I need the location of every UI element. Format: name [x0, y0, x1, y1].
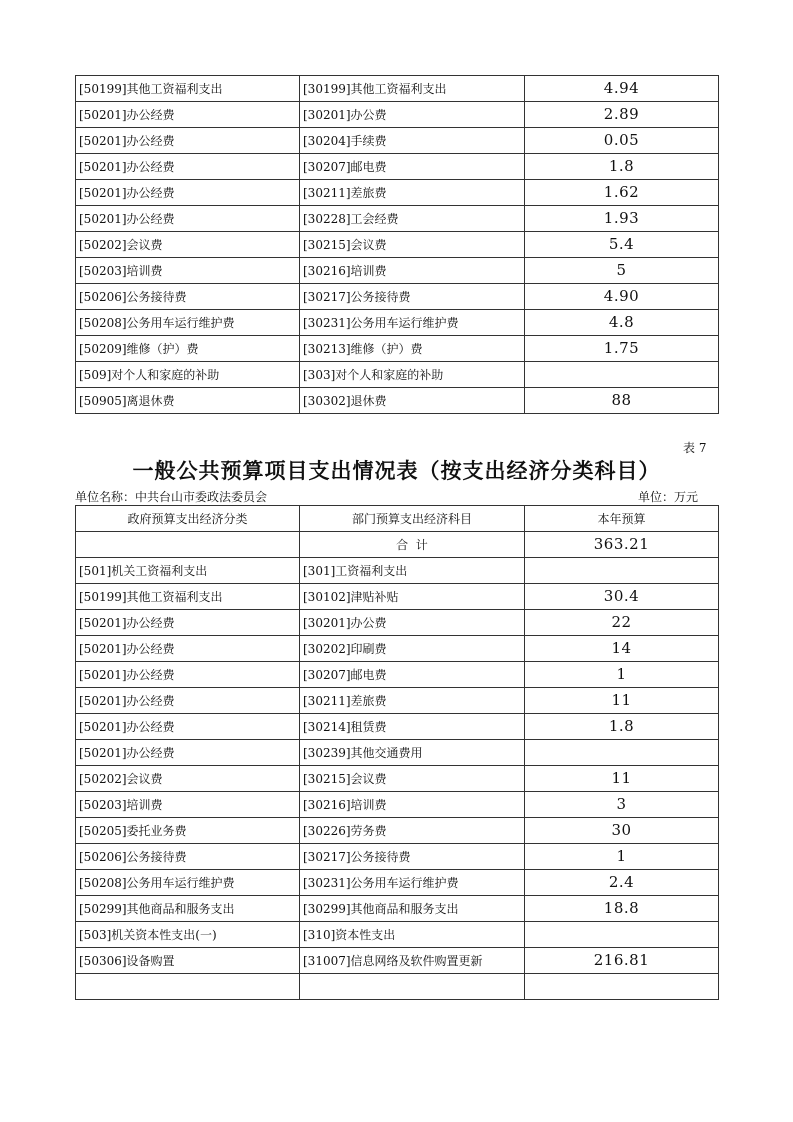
header-gov-category: 政府预算支出经济分类: [76, 506, 300, 532]
gov-category-cell: [501]机关工资福利支出: [76, 558, 300, 584]
gov-category-cell: [50201]办公经费: [76, 740, 300, 766]
gov-category-cell: [50201]办公经费: [76, 662, 300, 688]
table-row: [76, 258, 719, 284]
amount-cell: 5.4: [525, 232, 719, 258]
table-row: [76, 232, 719, 258]
gov-category-cell: [50206]公务接待费: [76, 284, 300, 310]
gov-category-cell: [50199]其他工资福利支出: [76, 76, 300, 102]
amount-cell: 4.94: [525, 76, 719, 102]
dept-category-cell: [30216]培训费: [300, 792, 525, 818]
table-row: [76, 636, 719, 662]
table-number-label: 表 7: [683, 441, 707, 455]
amount-cell: 22: [525, 610, 719, 636]
amount-cell: 1.75: [525, 336, 719, 362]
dept-category-cell: [30217]公务接待费: [300, 284, 525, 310]
gov-category-cell: [50203]培训费: [76, 258, 300, 284]
dept-category-cell: [30239]其他交通费用: [300, 740, 525, 766]
dept-category-cell: [30302]退休费: [300, 388, 525, 414]
table-row: [76, 584, 719, 610]
dept-category-cell: [30213]维修（护）费: [300, 336, 525, 362]
table-row: [76, 974, 719, 1000]
dept-category-cell: [30231]公务用车运行维护费: [300, 870, 525, 896]
dept-category-cell: [300, 974, 525, 1000]
table-row: [76, 922, 719, 948]
dept-category-cell: [30211]差旅费: [300, 180, 525, 206]
dept-category-cell: [30216]培训费: [300, 258, 525, 284]
gov-category-cell: [50209]维修（护）费: [76, 336, 300, 362]
dept-category-cell: [310]资本性支出: [300, 922, 525, 948]
top-expense-table: [75, 75, 719, 414]
amount-cell: 1: [525, 844, 719, 870]
dept-category-cell: [30299]其他商品和服务支出: [300, 896, 525, 922]
amount-cell: 4.8: [525, 310, 719, 336]
amount-cell: 11: [525, 688, 719, 714]
dept-category-cell: [30102]津贴补贴: [300, 584, 525, 610]
amount-cell: [525, 362, 719, 388]
table-row: [76, 336, 719, 362]
amount-cell: [525, 740, 719, 766]
report-title: 一般公共预算项目支出情况表（按支出经济分类科目）: [132, 458, 661, 483]
table-row: [76, 714, 719, 740]
dept-category-cell: [30231]公务用车运行维护费: [300, 310, 525, 336]
table-row: [76, 180, 719, 206]
unit-label: 单位：万元: [638, 490, 699, 504]
gov-category-cell: [76, 974, 300, 1000]
table7-expense-table: [75, 505, 719, 1000]
gov-category-cell: [509]对个人和家庭的补助: [76, 362, 300, 388]
table-row: [76, 388, 719, 414]
gov-category-cell: [50203]培训费: [76, 792, 300, 818]
table-row: [76, 76, 719, 102]
amount-cell: 1.62: [525, 180, 719, 206]
gov-category-cell: [50202]会议费: [76, 232, 300, 258]
gov-category-cell: [50199]其他工资福利支出: [76, 584, 300, 610]
gov-category-cell: [50208]公务用车运行维护费: [76, 310, 300, 336]
amount-cell: 88: [525, 388, 719, 414]
table-row: [76, 362, 719, 388]
amount-cell: 2.4: [525, 870, 719, 896]
table-row: [76, 740, 719, 766]
dept-category-cell: [303]对个人和家庭的补助: [300, 362, 525, 388]
amount-cell: [525, 922, 719, 948]
table-row: [76, 818, 719, 844]
amount-cell: [525, 558, 719, 584]
dept-category-cell: [30199]其他工资福利支出: [300, 76, 525, 102]
dept-category-cell: [30201]办公费: [300, 102, 525, 128]
amount-cell: 1.93: [525, 206, 719, 232]
amount-cell: 1.8: [525, 714, 719, 740]
gov-category-cell: [50201]办公经费: [76, 636, 300, 662]
table-row: [76, 896, 719, 922]
amount-cell: 18.8: [525, 896, 719, 922]
table-row: [76, 844, 719, 870]
gov-category-cell: [50905]离退休费: [76, 388, 300, 414]
dept-category-cell: [30215]会议费: [300, 766, 525, 792]
dept-category-cell: [31007]信息网络及软件购置更新: [300, 948, 525, 974]
table-row: [76, 128, 719, 154]
dept-category-cell: [30207]邮电费: [300, 154, 525, 180]
table-row: [76, 792, 719, 818]
table-row: [76, 284, 719, 310]
header-dept-category: 部门预算支出经济科目: [300, 506, 525, 532]
amount-cell: 30.4: [525, 584, 719, 610]
gov-category-cell: [50206]公务接待费: [76, 844, 300, 870]
gov-category-cell: [50208]公务用车运行维护费: [76, 870, 300, 896]
total-value: 363.21: [525, 532, 719, 558]
amount-cell: 1: [525, 662, 719, 688]
amount-cell: 11: [525, 766, 719, 792]
gov-category-cell: [50201]办公经费: [76, 610, 300, 636]
dept-category-cell: [30228]工会经费: [300, 206, 525, 232]
table-row: [76, 310, 719, 336]
dept-category-cell: [30211]差旅费: [300, 688, 525, 714]
dept-category-cell: [30204]手续费: [300, 128, 525, 154]
gov-category-cell: [503]机关资本性支出(一): [76, 922, 300, 948]
amount-cell: 5: [525, 258, 719, 284]
gov-category-cell: [50205]委托业务费: [76, 818, 300, 844]
unit-name: 单位名称：中共台山市委政法委员会: [75, 490, 268, 504]
amount-cell: 0.05: [525, 128, 719, 154]
total-row: [76, 532, 719, 558]
amount-cell: [525, 974, 719, 1000]
amount-cell: 216.81: [525, 948, 719, 974]
table-row: [76, 154, 719, 180]
table-row: [76, 206, 719, 232]
amount-cell: 30: [525, 818, 719, 844]
gov-category-cell: [50201]办公经费: [76, 154, 300, 180]
top-table-body: [76, 76, 719, 414]
total-label: 合 计: [300, 532, 525, 558]
gov-category-cell: [50201]办公经费: [76, 102, 300, 128]
gov-category-cell: [50306]设备购置: [76, 948, 300, 974]
table7-body: [76, 506, 719, 1000]
amount-cell: 2.89: [525, 102, 719, 128]
amount-cell: 4.90: [525, 284, 719, 310]
gov-category-cell: [50202]会议费: [76, 766, 300, 792]
gov-category-cell: [50201]办公经费: [76, 688, 300, 714]
amount-cell: 1.8: [525, 154, 719, 180]
total-empty-cell: [76, 532, 300, 558]
dept-category-cell: [30201]办公费: [300, 610, 525, 636]
dept-category-cell: [30214]租赁费: [300, 714, 525, 740]
table-row: [76, 766, 719, 792]
gov-category-cell: [50299]其他商品和服务支出: [76, 896, 300, 922]
dept-category-cell: [30226]劳务费: [300, 818, 525, 844]
gov-category-cell: [50201]办公经费: [76, 714, 300, 740]
table-row: [76, 102, 719, 128]
table-row: [76, 688, 719, 714]
table-row: [76, 558, 719, 584]
dept-category-cell: [30207]邮电费: [300, 662, 525, 688]
gov-category-cell: [50201]办公经费: [76, 206, 300, 232]
header-budget: 本年预算: [525, 506, 719, 532]
gov-category-cell: [50201]办公经费: [76, 180, 300, 206]
amount-cell: 14: [525, 636, 719, 662]
table-row: [76, 662, 719, 688]
table-row: [76, 610, 719, 636]
dept-category-cell: [30215]会议费: [300, 232, 525, 258]
header-row: [76, 506, 719, 532]
amount-cell: 3: [525, 792, 719, 818]
dept-category-cell: [30217]公务接待费: [300, 844, 525, 870]
gov-category-cell: [50201]办公经费: [76, 128, 300, 154]
table-row: [76, 870, 719, 896]
dept-category-cell: [301]工资福利支出: [300, 558, 525, 584]
table-row: [76, 948, 719, 974]
dept-category-cell: [30202]印刷费: [300, 636, 525, 662]
